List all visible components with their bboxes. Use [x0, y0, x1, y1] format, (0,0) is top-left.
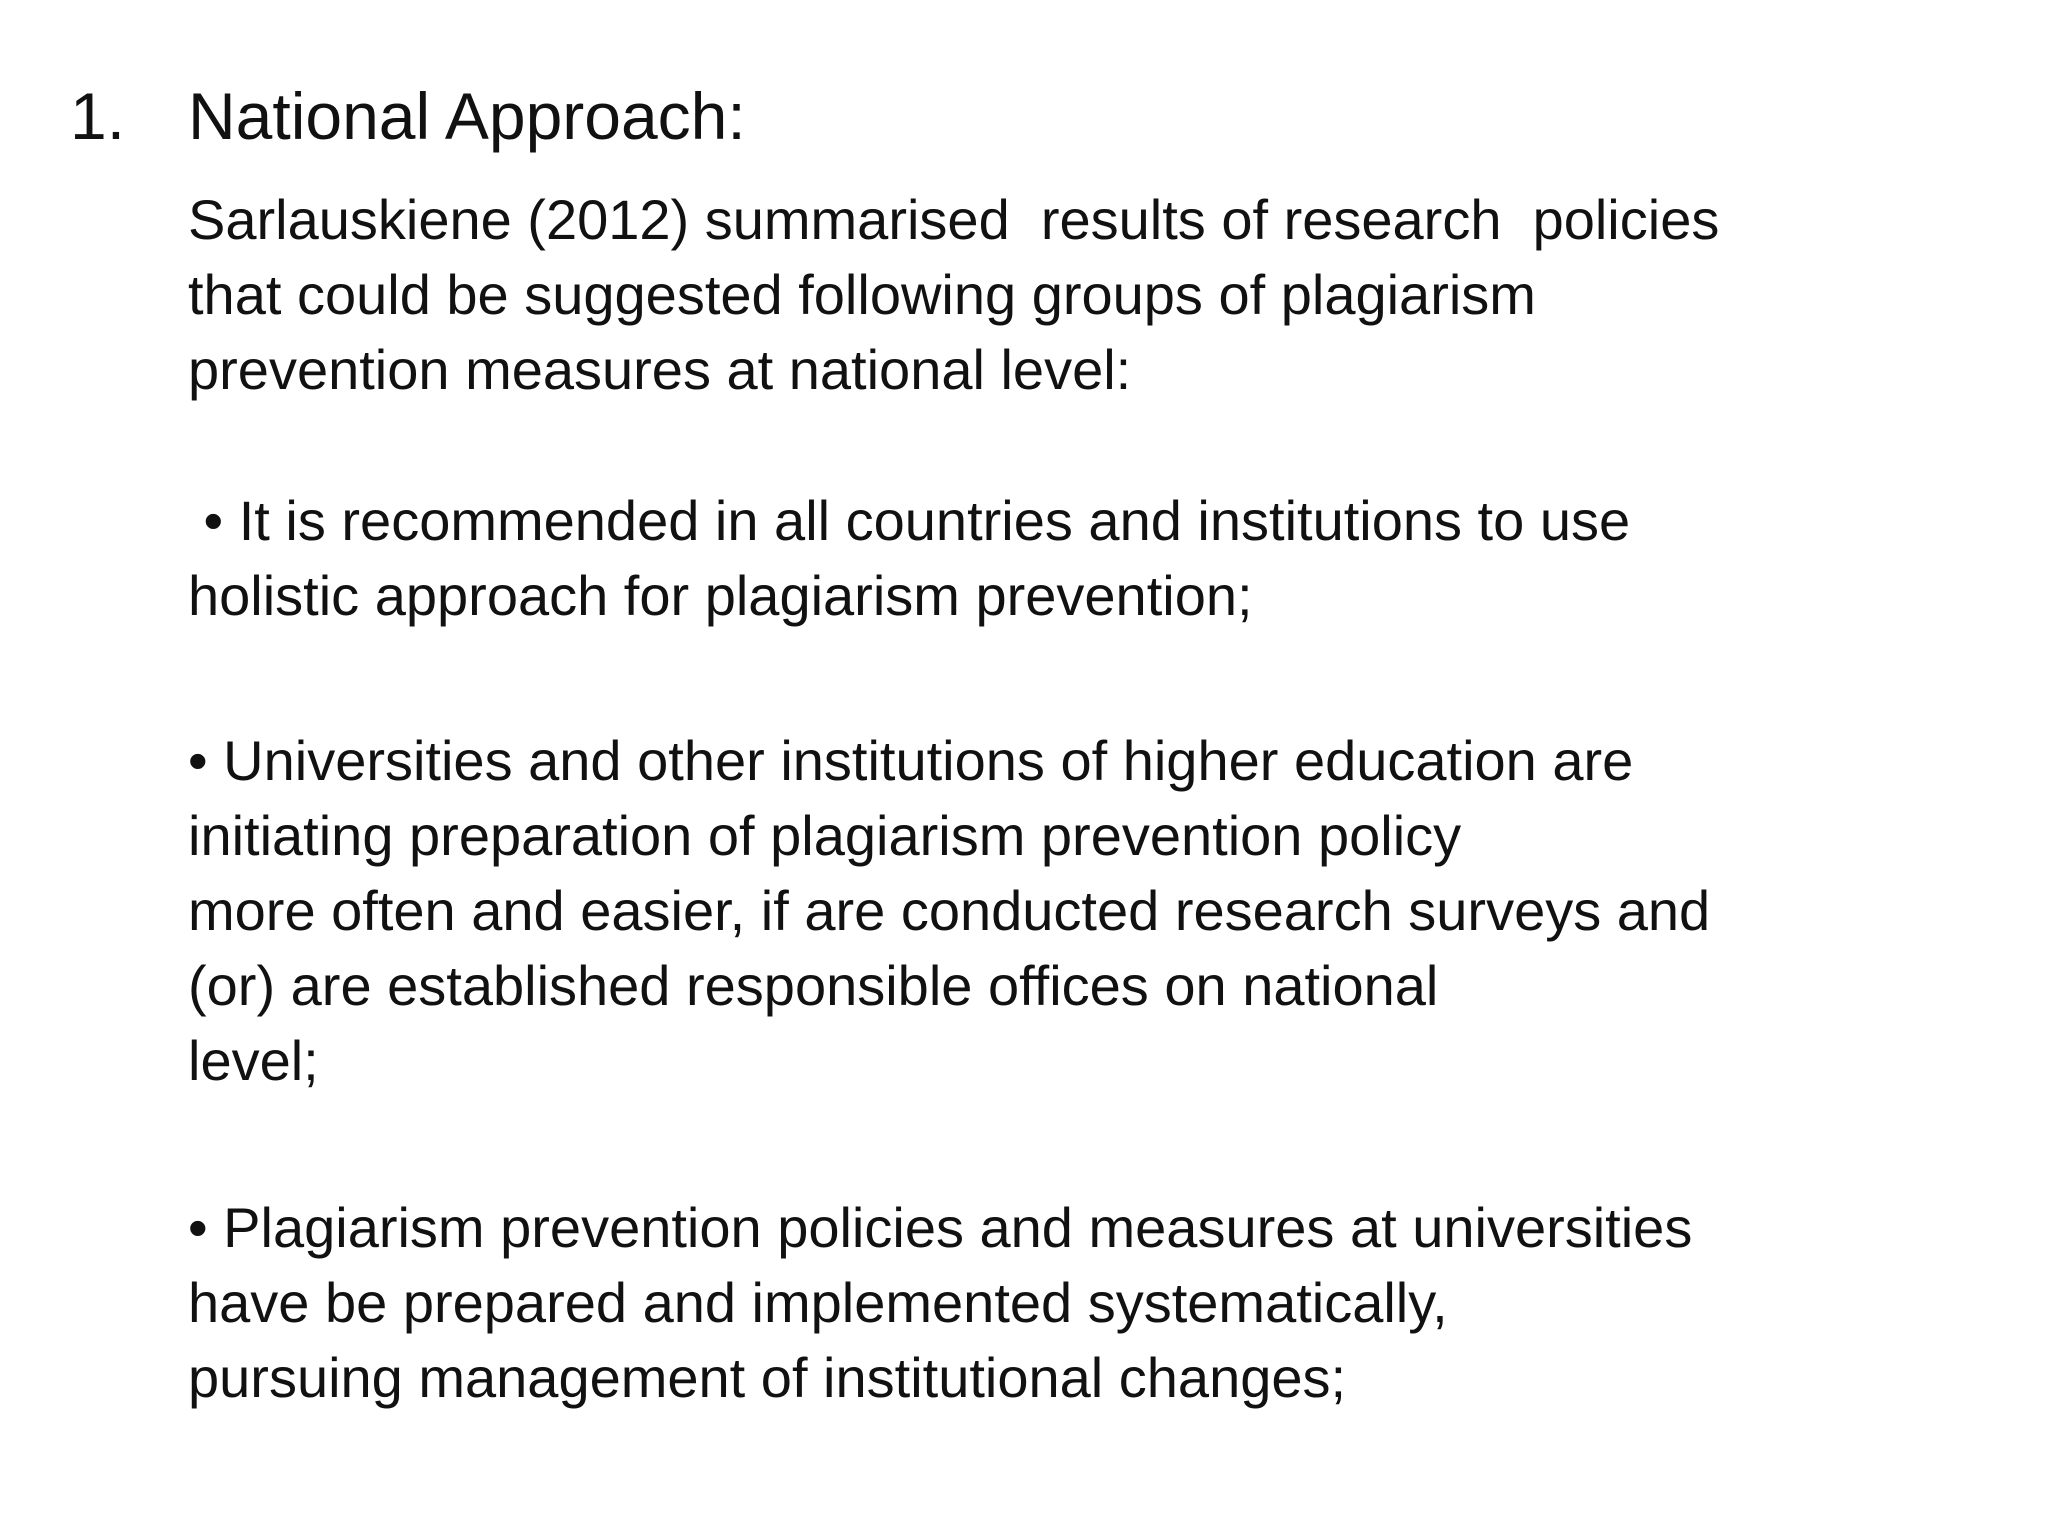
- slide-heading: [70, 76, 746, 156]
- bullet-item-holistic-approach: • It is recommended in all countries and institutions to use holistic approach for plagiarism prevention;: [188, 489, 1631, 627]
- heading-number: 1.: [70, 79, 126, 153]
- bullet-item-universities-initiating: • Universities and other institutions of higher education are initiating preparation of plagiarism prevention policy more often and easier, if are conducted research surveys and (or) are established responsible offices on national level;: [188, 729, 1711, 1092]
- heading-title: National Approach:: [188, 79, 746, 153]
- bullet-item-systematic-implementation: • Plagiarism prevention policies and measures at universities have be prepared and implemented systematically, pursuing management of institutional changes;: [188, 1196, 1693, 1409]
- intro-paragraph: Sarlauskiene (2012) summarised results of research policies that could be suggested following groups of plagiarism prevention measures at national level:: [188, 188, 1720, 401]
